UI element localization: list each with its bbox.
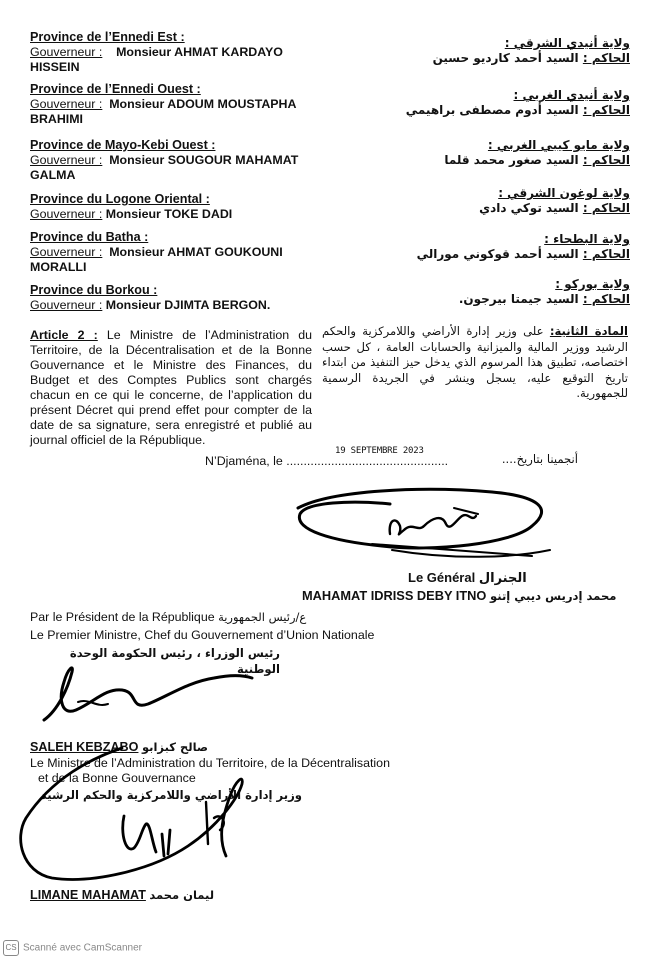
general-name-fr: MAHAMAT IDRISS DEBY ITNO bbox=[302, 588, 487, 603]
province-ar-item bbox=[360, 277, 630, 307]
province-fr-name: Province de l’Ennedi Ouest : bbox=[30, 82, 201, 96]
minister2-name-ar: ليمان محمد bbox=[149, 888, 215, 902]
province-ar-item bbox=[360, 186, 630, 232]
governor-name: Monsieur DJIMTA BERGON. bbox=[105, 298, 271, 312]
governor-label: Gouverneur : bbox=[30, 97, 103, 111]
minister1-title-fr-l2: et de la Bonne Gouvernance bbox=[38, 771, 196, 785]
governor-ar-name: السيد توكي دادي bbox=[479, 201, 579, 215]
province-fr-item bbox=[30, 192, 315, 230]
province-ar-name: ولاية مايو كيبي الغربي : bbox=[487, 138, 630, 152]
governor-name: Monsieur SOUGOUR MAHAMAT bbox=[109, 153, 299, 167]
president-signature bbox=[292, 486, 592, 566]
governor-ar-name: السيد أحمد كارديو حسين bbox=[432, 51, 579, 65]
general-name-ar: محمد إدريس ديبي إتنو bbox=[489, 589, 617, 603]
date-line-fr bbox=[205, 454, 475, 469]
governor-ar-label: الحاكم : bbox=[582, 51, 630, 65]
governor-ar-label: الحاكم : bbox=[582, 201, 630, 215]
countersign-line1-fr: Par le Président de la République bbox=[30, 610, 215, 624]
province-fr-item bbox=[30, 230, 315, 283]
province-fr-item bbox=[30, 82, 315, 138]
province-fr-name: Province du Batha : bbox=[30, 230, 149, 244]
general-name bbox=[302, 588, 616, 603]
general-title bbox=[408, 570, 527, 586]
province-fr-name: Province de Mayo-Kebi Ouest : bbox=[30, 138, 216, 152]
general-title-ar: الجنرال bbox=[478, 571, 527, 586]
scanner-text: Scanné avec CamScanner bbox=[23, 942, 142, 954]
camscanner-logo: CS bbox=[3, 940, 19, 956]
province-ar-item bbox=[360, 232, 630, 277]
scanner-footer bbox=[3, 940, 142, 956]
article-2-fr bbox=[30, 328, 312, 448]
governor-name: Monsieur ADOUM MOUSTAPHA bbox=[109, 97, 297, 111]
governor-name-cont: GALMA bbox=[30, 168, 76, 182]
governor-name: Monsieur AHMAT KARDAYO bbox=[116, 45, 283, 59]
governor-name: Monsieur TOKE DADI bbox=[105, 207, 233, 221]
provinces-fr bbox=[30, 30, 315, 313]
minister1-title-ar: وزير إدارة الأراضي واللامركزية والحكم الرشيد bbox=[40, 788, 302, 802]
governor-name-cont: HISSEIN bbox=[30, 60, 80, 74]
minister1-title-fr-l1: Le Ministre de l’Administration du Territoire, de la Décentralisation bbox=[30, 756, 390, 770]
date-dots: ............................................... bbox=[286, 454, 449, 468]
governor-label: Gouverneur : bbox=[30, 45, 103, 59]
province-ar-name: ولاية البطحاء : bbox=[544, 232, 630, 246]
province-fr-name: Province du Borkou : bbox=[30, 283, 158, 297]
minister2-name bbox=[30, 888, 214, 902]
province-fr-item bbox=[30, 30, 315, 82]
province-ar-name: ولاية أنيدي الغربي : bbox=[513, 88, 630, 102]
minister2-name-fr: LIMANE MAHAMAT bbox=[30, 888, 146, 902]
date-value: 19 SEPTEMBRE 2023 bbox=[335, 446, 424, 456]
countersign-line1 bbox=[30, 610, 306, 625]
province-fr-item bbox=[30, 283, 315, 313]
governor-name: Monsieur AHMAT GOUKOUNI bbox=[109, 245, 283, 259]
province-ar-item bbox=[360, 36, 630, 88]
prime-minister-signature bbox=[38, 660, 258, 740]
governor-ar-name: السيد صغور محمد قلما bbox=[444, 153, 579, 167]
minister1-signature bbox=[12, 738, 262, 888]
province-fr-item bbox=[30, 138, 315, 192]
province-ar-name: ولاية لوغون الشرقي : bbox=[498, 186, 630, 200]
province-fr-name: Province de l’Ennedi Est : bbox=[30, 30, 185, 44]
governor-ar-label: الحاكم : bbox=[582, 247, 630, 261]
article-heading-fr: Article 2 : bbox=[30, 328, 98, 342]
province-ar-item bbox=[360, 138, 630, 186]
date-line-ar: أنجمينا بتاريخ.... bbox=[501, 452, 578, 466]
province-ar-name: ولاية أنيدي الشرقي : bbox=[504, 36, 630, 50]
article-body-fr: Le Ministre de l’Administration du Territoire, de la Décentralisation et de la Bonne Gouvernance et le Ministre des Finances, du Budget et des Comptes Publics sont chargés chacun en ce qui le concerne, de l’application du présent Décret qui prend effet pour compter de la date de sa signature, sera enregistré et publié au journal officiel de la République. bbox=[30, 328, 312, 447]
minister1-name-fr: SALEH KEBZABO bbox=[30, 740, 139, 754]
governor-name-cont: BRAHIMI bbox=[30, 112, 83, 126]
governor-name-cont: MORALLI bbox=[30, 260, 87, 274]
governor-ar-name: السيد أدوم مصطفى براهيمي bbox=[405, 103, 579, 117]
article-body-ar: على وزير إدارة الأراضي واللامركزية والحكم الرشيد ووزير المالية والميزانية والحسابات العامة ، كل حسب اختصاصه، تطبيق هذا المرسوم الذي يدخل حيز التنفيذ من ابتداء تاريخ التوقيع عليه، يسجل وينشر في الجريدة الرسمية للجمهورية. bbox=[322, 324, 628, 401]
governor-ar-label: الحاكم : bbox=[582, 153, 630, 167]
governor-label: Gouverneur : bbox=[30, 207, 103, 221]
minister1-name-ar: صالح كبزابو bbox=[141, 740, 208, 754]
governor-ar-name: السيد أحمد قوكوني مورالي bbox=[416, 247, 579, 261]
countersign-line2-fr: Le Premier Ministre, Chef du Gouvernement d’Union Nationale bbox=[30, 628, 375, 642]
governor-ar-name: السيد جيمتا بيرجون. bbox=[458, 292, 579, 306]
article-heading-ar: المادة الثانية: bbox=[549, 324, 628, 338]
place-prefix: N’Djaména, le bbox=[205, 454, 283, 468]
countersign-line1-ar: ع/رئيس الجمهورية bbox=[218, 610, 307, 624]
article-2-ar bbox=[322, 324, 628, 402]
province-ar-item bbox=[360, 88, 630, 138]
governor-ar-label: الحاكم : bbox=[582, 103, 630, 117]
governor-label: Gouverneur : bbox=[30, 153, 103, 167]
province-fr-name: Province du Logone Oriental : bbox=[30, 192, 210, 206]
countersign-line2-ar: رئيس الوزراء ، رئيس الحكومة الوحدة الوطنية bbox=[69, 646, 280, 676]
general-title-fr: Le Général bbox=[408, 570, 476, 585]
provinces-ar bbox=[360, 36, 630, 307]
province-ar-name: ولاية بوركو : bbox=[555, 277, 630, 291]
governor-label: Gouverneur : bbox=[30, 298, 103, 312]
governor-label: Gouverneur : bbox=[30, 245, 103, 259]
governor-ar-label: الحاكم : bbox=[582, 292, 630, 306]
